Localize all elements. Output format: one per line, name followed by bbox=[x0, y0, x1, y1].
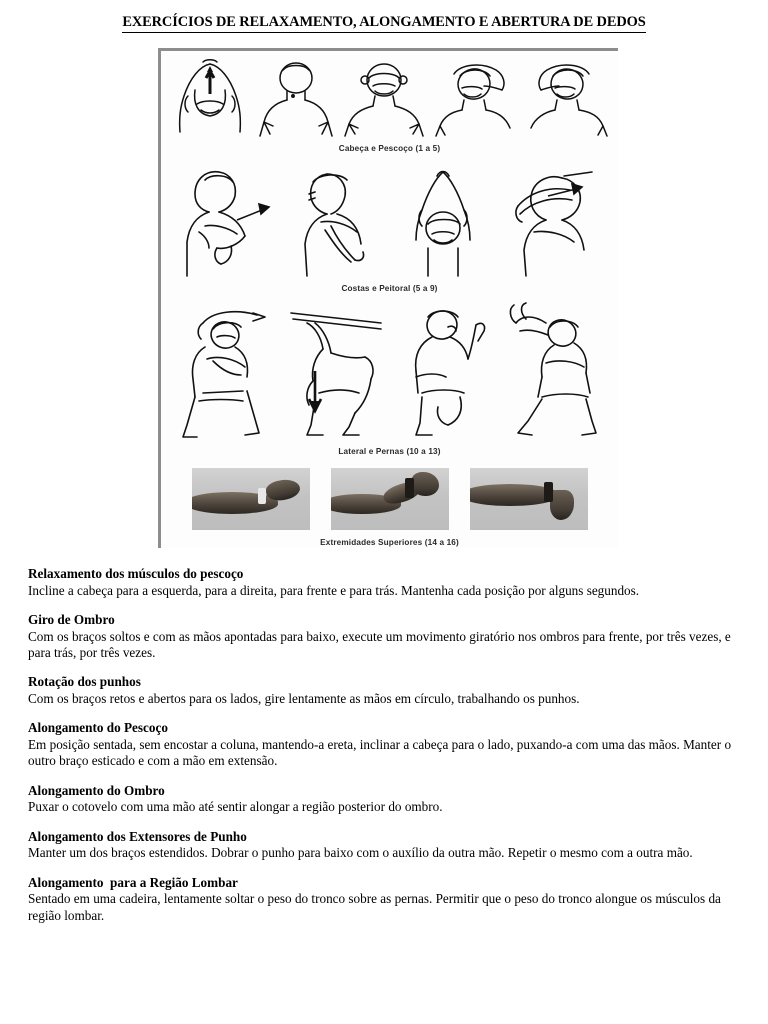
section-body: Em posição sentada, sem encostar a coluna, mantendo-a ereta, inclinar a cabeça para o lado, puxando-a com uma das mãos. Manter o outro braço esticado e com a mão em extensão. bbox=[28, 737, 732, 769]
section-title: Alongamento para a Região Lombar bbox=[28, 874, 238, 890]
section-title: Rotação dos punhos bbox=[28, 674, 141, 690]
figure-row-back-chest bbox=[161, 154, 618, 293]
figure-caption-upper-extremities: Extremidades Superiores (14 a 16) bbox=[320, 538, 459, 547]
section-body: Manter um dos braços estendidos. Dobrar o punho para baixo com o auxílio da outra mão. Repetir o mesmo com a outra mão. bbox=[28, 845, 693, 861]
section-title: Alongamento do Ombro bbox=[28, 782, 165, 798]
section-alongamento-regiao-lombar bbox=[28, 875, 740, 924]
exercise-sketch-3 bbox=[341, 56, 427, 138]
section-alongamento-pescoco bbox=[28, 720, 740, 769]
section-rotacao-dos-punhos bbox=[28, 674, 740, 707]
exercise-sketch-8 bbox=[398, 162, 488, 278]
exercise-sketch-9 bbox=[504, 162, 604, 278]
section-alongamento-ombro bbox=[28, 783, 740, 816]
section-title: Relaxamento dos músculos do pescoço bbox=[28, 566, 244, 581]
exercise-descriptions bbox=[28, 566, 740, 924]
figure-row-upper-extremities bbox=[161, 457, 618, 548]
section-body: Sentado em uma cadeira, lentamente soltar o peso do tronco sobre as pernas. Permitir que o peso do tronco alongue os músculos da região lombar. bbox=[28, 891, 721, 923]
page-title-text: EXERCÍCIOS DE RELAXAMENTO, ALONGAMENTO E ABERTURA DE DEDOS bbox=[122, 14, 645, 33]
exercise-sketch-5 bbox=[525, 56, 609, 138]
figure-caption-side-legs: Lateral e Pernas (10 a 13) bbox=[338, 446, 441, 456]
exercise-sketch-11 bbox=[285, 301, 385, 441]
exercise-photo-16 bbox=[470, 468, 588, 530]
exercise-sketch-13 bbox=[502, 301, 606, 441]
exercise-sketch-1 bbox=[170, 56, 250, 138]
exercise-figure bbox=[158, 48, 618, 548]
section-body: Com os braços soltos e com as mãos apontadas para baixo, execute um movimento giratório nos ombros para frente, por três vezes, e para trás, por três vezes. bbox=[28, 628, 731, 660]
section-alongamento-extensores-punho bbox=[28, 829, 740, 862]
exercise-sketch-6 bbox=[175, 162, 275, 278]
exercise-photo-15 bbox=[331, 468, 449, 530]
section-body: Com os braços retos e abertos para os lados, gire lentamente as mãos em círculo, trabalhando os punhos. bbox=[28, 691, 580, 706]
section-title: Giro de Ombro bbox=[28, 612, 115, 627]
section-body: Incline a cabeça para a esquerda, para a direita, para frente e para trás. Mantenha cada posição por alguns segundos. bbox=[28, 582, 640, 598]
figure-caption-head-neck: Cabeça e Pescoço (1 a 5) bbox=[338, 144, 441, 154]
exercise-sketch-4 bbox=[434, 56, 518, 138]
exercise-photo-14 bbox=[192, 468, 310, 530]
page-title bbox=[0, 14, 768, 33]
section-body: Puxar o cotovelo com uma mão até sentir alongar a região posterior do ombro. bbox=[28, 799, 443, 815]
exercise-sketch-2 bbox=[257, 56, 335, 138]
figure-row-head-neck bbox=[161, 51, 618, 154]
section-title: Alongamento dos Extensores de Punho bbox=[28, 828, 247, 844]
figure-caption-back-chest: Costas e Peitoral (5 a 9) bbox=[341, 283, 438, 293]
figure-row-side-legs bbox=[161, 294, 618, 457]
section-relaxamento-pescoco bbox=[28, 566, 740, 599]
exercise-sketch-12 bbox=[398, 301, 490, 441]
section-giro-de-ombro bbox=[28, 612, 740, 661]
exercise-sketch-10 bbox=[173, 301, 273, 441]
exercise-sketch-7 bbox=[291, 162, 381, 278]
section-title: Alongamento do Pescoço bbox=[28, 720, 168, 736]
